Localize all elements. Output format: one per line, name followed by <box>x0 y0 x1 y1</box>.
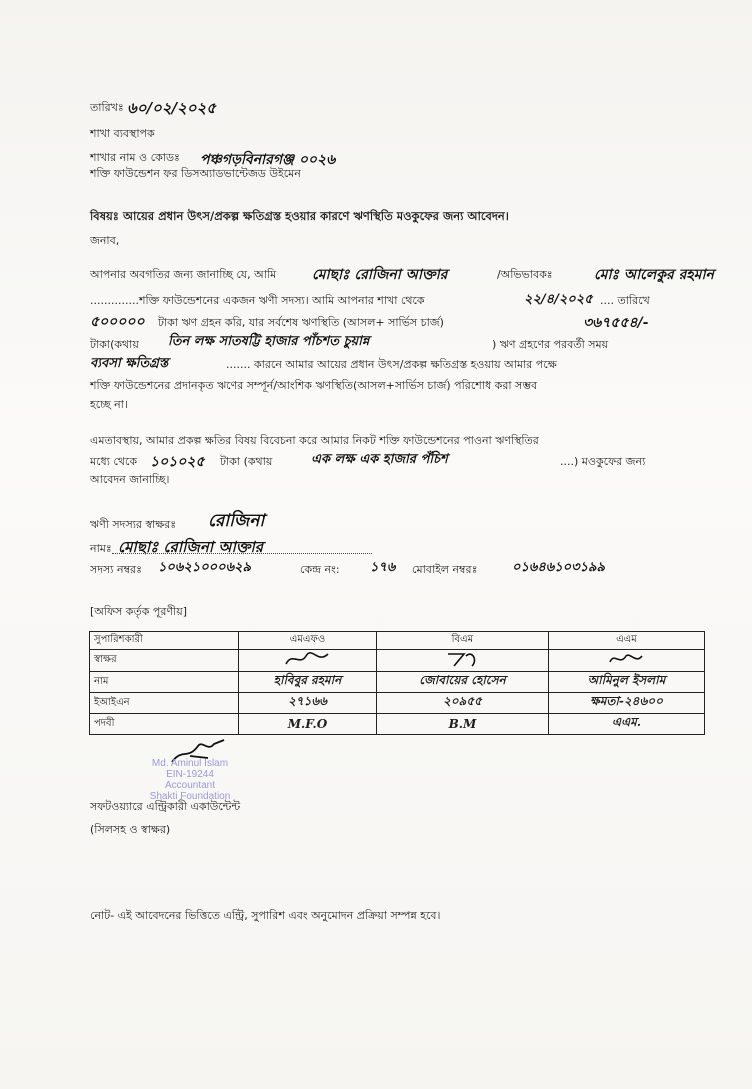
body-p2-line-2b: টাকা (কথায় <box>220 455 273 468</box>
loan-date-handwritten: ২২/৪/২০২৫ <box>524 292 593 307</box>
member-name-value: মোছাঃ রোজিনা আক্তার <box>118 538 264 556</box>
seal-name: Md. Aminul Islam <box>151 758 229 769</box>
office-use-note: [অফিস কর্তৃক পূরণীয়] <box>90 605 187 618</box>
signature-scribble-icon <box>606 650 646 668</box>
salutation: জনাব, <box>90 234 120 247</box>
table-cell: আমিনুল ইসলাম <box>548 672 704 693</box>
waiver-amount-handwritten: ১০১০২৫ <box>150 454 205 470</box>
body-p2-line-2a: মধ্যে থেকে <box>90 455 138 468</box>
member-number-value: ১০৬২১০০০৬২৯ <box>158 560 251 575</box>
table-row <box>90 714 705 735</box>
body-line-7: হচ্ছে না। <box>90 398 128 411</box>
accountant-subtitle: (সিলসহ ও স্বাক্ষর) <box>90 823 171 836</box>
table-header-row <box>90 632 705 650</box>
mobile-label: মোবাইল নম্বরঃ <box>412 563 478 576</box>
table-cell: ২৭১৬৬ <box>239 693 377 714</box>
body-p2-line-3: আবেদন জানাচ্ছি। <box>90 473 170 486</box>
seal-org: Shakti Foundation <box>149 791 231 802</box>
table-header-cell: বিএম <box>376 632 548 650</box>
body-line-2a: ..............শক্তি ফাউন্ডেশনের একজন ঋণী সদস্য। আমি আপনার শাখা থেকে <box>90 294 425 307</box>
date-label: তারিখঃ <box>90 101 124 114</box>
center-value: ১৭৬ <box>370 560 396 575</box>
table-cell: M.F.O <box>239 714 377 735</box>
seal-ein: EIN-19244 <box>166 769 214 780</box>
table-header-cell: সুপারিশকারী <box>90 632 239 650</box>
table-row <box>90 672 705 693</box>
table-cell: এএম. <box>548 714 704 735</box>
accountant-seal <box>110 758 270 802</box>
table-header-cell: এমএফও <box>239 632 377 650</box>
body-p2-line-2c: ....) মওকুফের জন্য <box>560 455 646 468</box>
accountant-title: সফটওয়্যারে এন্ট্রিকারী একাউন্টেন্ট <box>90 800 241 813</box>
branch-label: শাখার নাম ও কোডঃ <box>90 151 180 164</box>
body-line-2b: .... তারিখে <box>600 294 650 307</box>
footer-note: নোট- এই আবেদনের ভিত্তিতে এন্ট্রি, সুপারিশ এবং অনুমোদন প্রক্রিয়া সম্পন্ন হবে। <box>90 909 441 922</box>
signature-am <box>548 650 704 672</box>
organization-name: শক্তি ফাউন্ডেশন ফর ডিসঅ্যাডভান্টেজড উইমেন <box>90 167 301 180</box>
table-row <box>90 693 705 714</box>
row-label: নাম <box>90 672 239 693</box>
body-line-4a: টাকা(কথায় <box>90 338 139 351</box>
signature-mfo <box>239 650 377 672</box>
signature-scribble-icon <box>282 650 332 668</box>
body-line-1a: আপনার অবগতির জন্য জানাচ্ছি যে, আমি <box>90 268 277 281</box>
row-label: পদবী <box>90 714 239 735</box>
body-line-3a: টাকা ঋণ গ্রহন করি, যার সর্বশেষ ঋণস্থিতি (আসল+ সার্ভিস চার্জ) <box>158 316 444 329</box>
seal-title: Accountant <box>164 780 216 791</box>
member-number-label: সদস্য নম্বরঃ <box>90 563 142 576</box>
recommendation-table <box>89 631 705 735</box>
table-header-cell: এএম <box>548 632 704 650</box>
member-name-label: নামঃ <box>90 542 112 555</box>
table-cell: জোবায়ের হোসেন <box>376 672 548 693</box>
row-label: ইআইএন <box>90 693 239 714</box>
member-signature-label: ঋণী সদস্যর স্বাক্ষরঃ <box>90 518 177 531</box>
balance-handwritten: ৩৬৭৫৫৪/- <box>583 315 649 331</box>
member-name-handwritten: মোছাঃ রোজিনা আক্তার <box>312 267 448 283</box>
signature-bm <box>376 650 548 672</box>
body-line-6: শক্তি ফাউন্ডেশনের প্রদানকৃত ঋণের সম্পূর্ন/আংশিক ঋণস্থিতি(আসল+সার্ভিস চার্জ) পরিশোধ করা সম্ভব <box>90 379 538 392</box>
branch-value: পঞ্চগড়বিনারগঞ্জ ০০২৬ <box>200 152 336 168</box>
table-cell: ২০৯৫৫ <box>376 693 548 714</box>
waiver-in-words-handwritten: এক লক্ষ এক হাজার পঁচিশ <box>311 452 448 467</box>
body-p2-line-1: এমতাবস্থায়, আমার প্রকল্প ক্ষতির বিষয় বিবেচনা করে আমার নিকট শক্তি ফাউন্ডেশনের পাওনা ঋণস্থিতির <box>90 434 539 447</box>
member-signature: রোজিনা <box>208 511 265 531</box>
table-cell: ক্ষমতা-২৪৬০০ <box>548 693 704 714</box>
guardian-name-handwritten: মোঃ আলেকুর রহমান <box>594 267 714 283</box>
body-line-1b: /অভিভাবকঃ <box>497 268 553 281</box>
name-underline <box>112 553 372 554</box>
row-label: স্বাক্ষর <box>90 650 239 672</box>
table-row <box>90 650 705 672</box>
recipient-title: শাখা ব্যবস্থাপক <box>90 127 155 140</box>
loan-amount-handwritten: ৫০০০০০ <box>90 314 145 330</box>
body-line-4b: ) ঋণ গ্রহণের পরবর্তী সময় <box>492 338 609 351</box>
center-label: কেন্দ্র নং: <box>300 563 340 576</box>
signature-scribble-icon <box>442 650 482 668</box>
table-cell: B.M <box>376 714 548 735</box>
balance-in-words-handwritten: তিন লক্ষ সাতষট্টি হাজার পাঁচশত চুয়ান্ন <box>168 334 370 349</box>
date-value: ৬০/০২/২০২৫ <box>127 99 216 117</box>
reason-handwritten: ব্যবসা ক্ষতিগ্রস্ত <box>90 356 169 371</box>
subject-line: বিষয়ঃ আয়ের প্রধান উৎস/প্রকল্প ক্ষতিগ্রস্ত হওয়ার কারণে ঋণস্থিতি মওকুফের জন্য আবেদন। <box>90 209 509 223</box>
table-cell: হাবিবুর রহমান <box>239 672 377 693</box>
body-line-5a: ....... কারনে আমার আয়ের প্রধান উৎস/প্রকল্প ক্ষতিগ্রস্ত হওয়ায় আমার পক্ষে <box>226 358 557 371</box>
mobile-value: ০১৬৪৬১০৩১৯৯ <box>512 560 605 575</box>
